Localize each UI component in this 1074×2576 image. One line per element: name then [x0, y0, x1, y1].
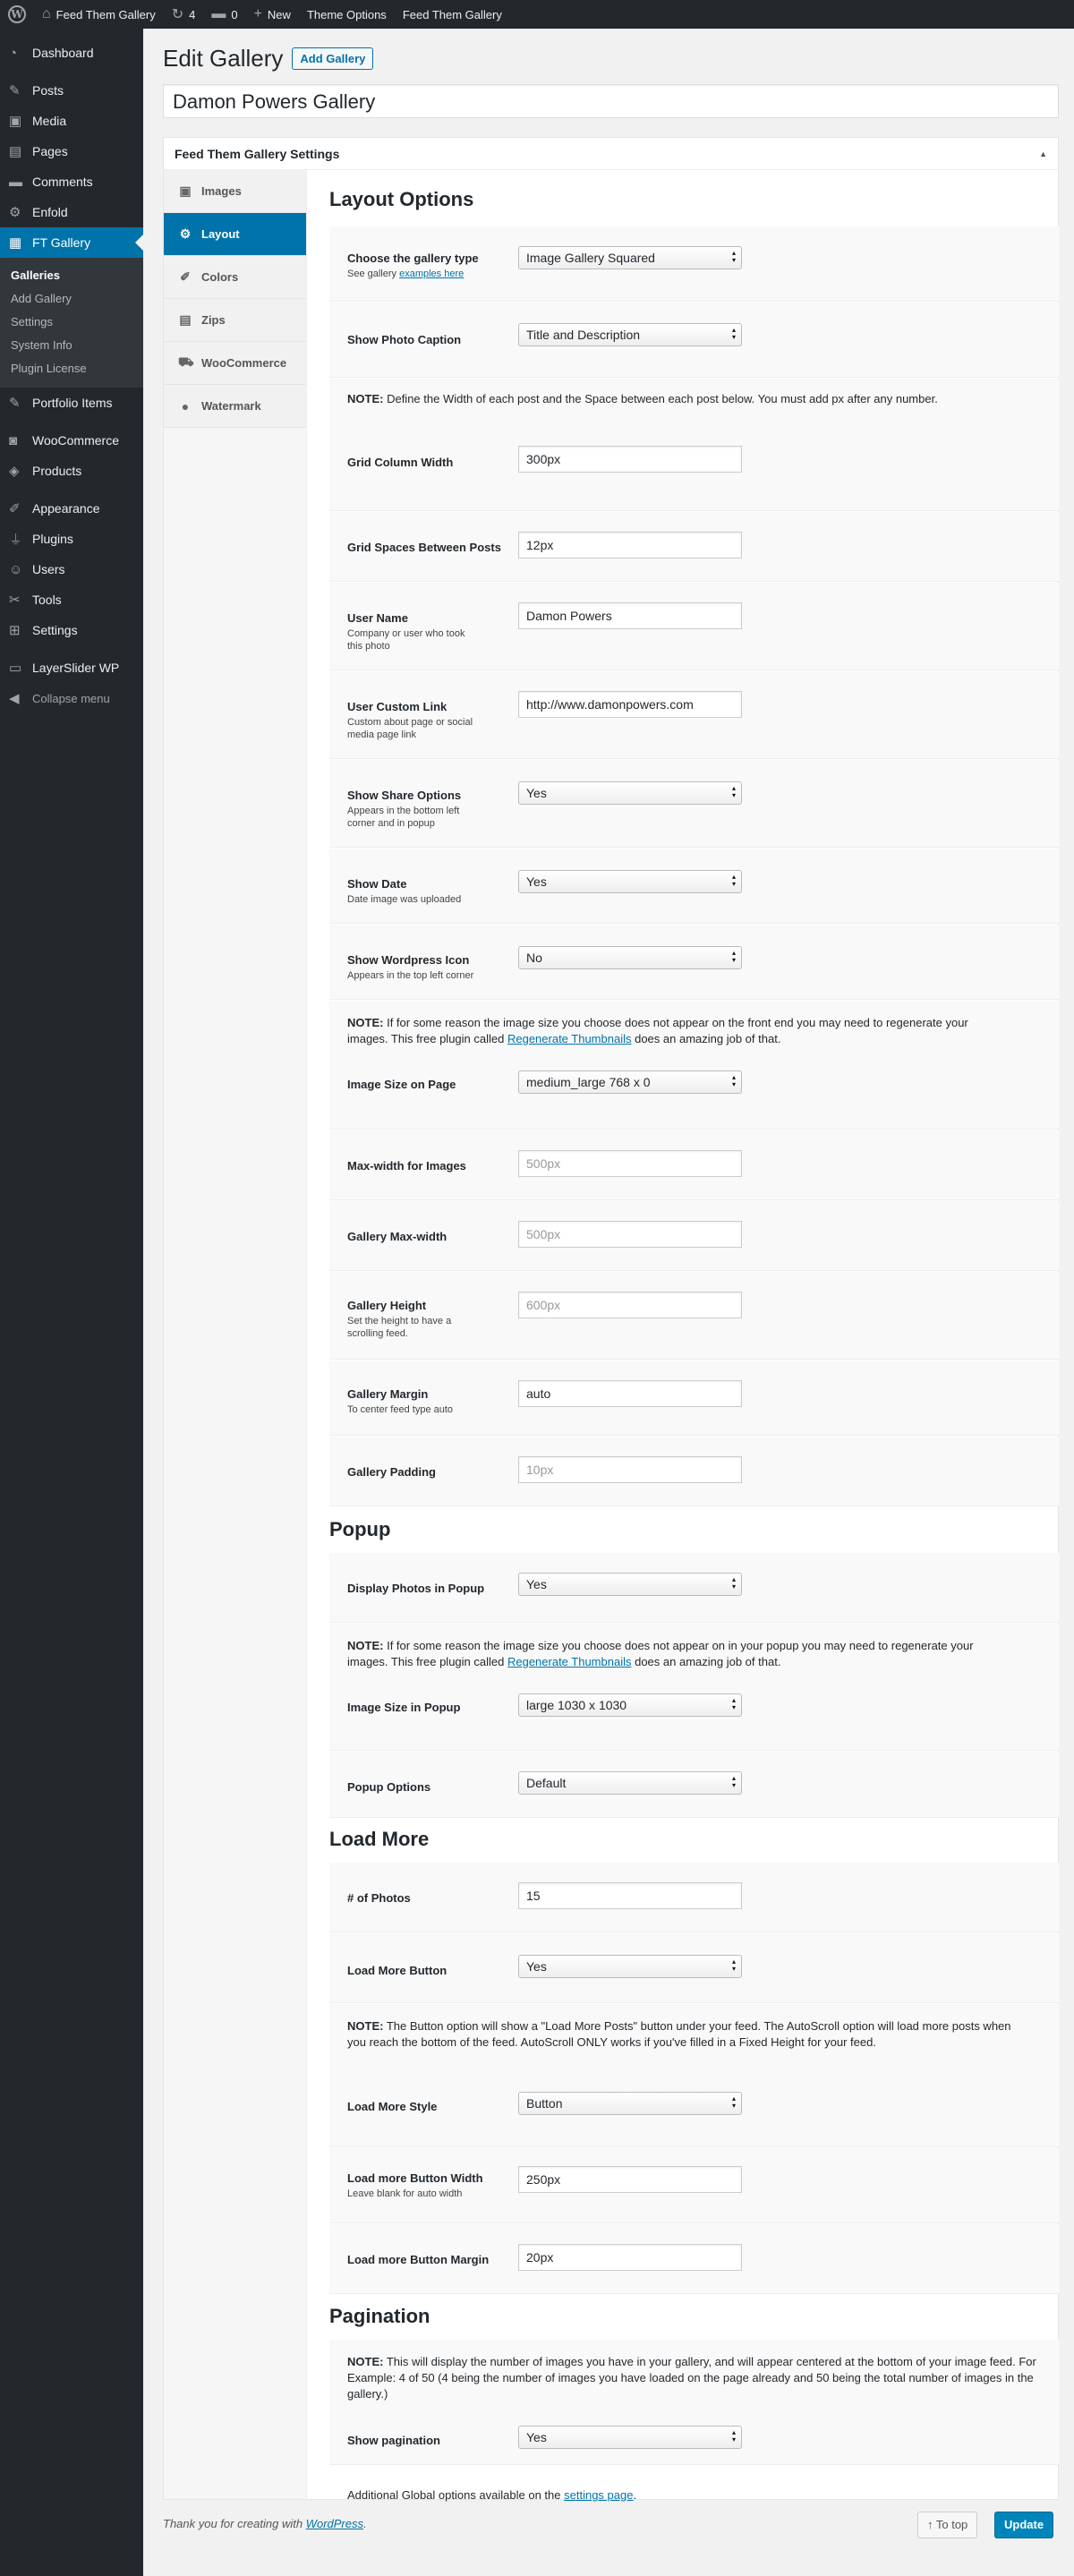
row-gallery-height	[329, 1272, 1060, 1360]
gallery-type-help: See gallery	[347, 269, 400, 279]
comment-bubble-icon: ▬	[211, 6, 226, 21]
pin-icon: ✎	[9, 396, 21, 411]
label-max-width-images: Max-width for Images	[347, 1159, 466, 1173]
load-more-width-help: Leave blank for auto width	[347, 2188, 463, 2199]
menu-woocommerce[interactable]: ◙ WooCommerce	[9, 432, 119, 448]
page-icon: ▤	[9, 144, 22, 159]
collapse-icon: ◀	[9, 691, 20, 706]
submenu-galleries[interactable]: Galleries	[11, 269, 60, 282]
menu-settings[interactable]: ⊞ Settings	[9, 623, 78, 638]
share-options-select[interactable]: Yes ▴ ▾	[518, 781, 742, 805]
ft-gallery-submenu	[0, 258, 143, 388]
image-icon: ▣	[179, 183, 192, 198]
menu-portfolio-items[interactable]: ✎ Portfolio Items	[9, 396, 113, 411]
label-gallery-height: Gallery Height	[347, 1299, 427, 1312]
box-icon: ◈	[9, 464, 20, 479]
label-gallery-max-width: Gallery Max-width	[347, 1230, 448, 1243]
pin-icon: ✎	[9, 83, 21, 98]
updates-link[interactable]: ↻ 4	[171, 7, 196, 22]
droplet-icon: ●	[181, 398, 190, 414]
admin-bar	[0, 0, 1074, 29]
tab-zips[interactable]: ▤ Zips	[164, 299, 306, 342]
settings-tabs	[164, 170, 307, 2499]
load-more-style-select[interactable]: Button ▴ ▾	[518, 2092, 742, 2115]
menu-posts[interactable]: ✎ Posts	[9, 83, 64, 98]
load-more-margin-input[interactable]: 20px	[518, 2244, 742, 2271]
row-show-date	[329, 849, 1060, 924]
label-popup-size: Image Size in Popup	[347, 1701, 461, 1714]
user-name-input[interactable]: Damon Powers	[518, 602, 742, 629]
menu-tools[interactable]: ✂ Tools	[9, 593, 62, 608]
woo-icon: ◙	[9, 432, 18, 448]
label-user-name: User Name	[347, 611, 408, 625]
examples-link[interactable]: examples here	[399, 269, 465, 279]
settings-icon: ⊞	[9, 623, 21, 638]
menu-products[interactable]: ◈ Products	[9, 464, 82, 479]
row-image-size	[329, 1001, 1060, 1130]
gallery-height-help: Set the height to have a scrolling feed.	[347, 1316, 452, 1339]
label-share-options: Show Share Options	[347, 789, 462, 802]
menu-layerslider[interactable]: ▭ LayerSlider WP	[9, 661, 120, 676]
menu-users[interactable]: ☺ Users	[9, 561, 65, 577]
row-load-more-button	[329, 1933, 1060, 2003]
comment-icon: ▬	[9, 174, 22, 190]
label-gallery-padding: Gallery Padding	[347, 1465, 436, 1479]
dashboard-icon: ◔	[9, 45, 18, 61]
menu-enfold[interactable]: ⚙ Enfold	[9, 205, 68, 220]
zip-file-icon: ▤	[179, 312, 192, 327]
row-gallery-padding	[329, 1437, 1060, 1506]
brush-icon: ✐	[180, 269, 191, 284]
layers-icon: ▭	[9, 661, 22, 676]
row-user-link	[329, 671, 1060, 759]
row-user-name	[329, 583, 1060, 670]
comments-link[interactable]: ▬ 0	[211, 6, 238, 21]
tab-colors[interactable]: ✐ Colors	[164, 256, 306, 299]
label-show-date: Show Date	[347, 877, 407, 891]
row-share-options	[329, 760, 1060, 848]
label-load-more-button: Load More Button	[347, 1964, 448, 1977]
num-photos-input[interactable]: 15	[518, 1882, 742, 1909]
gear-icon: ⚙	[9, 205, 21, 220]
label-gallery-type: Choose the gallery type	[347, 252, 479, 265]
row-load-more-style	[329, 2004, 1060, 2147]
user-link-input[interactable]: http://www.damonpowers.com	[518, 691, 742, 718]
submenu-add-gallery[interactable]: Add Gallery	[11, 292, 72, 305]
tab-woocommerce[interactable]: ⛟ WooCommerce	[164, 342, 306, 385]
theme-options-link[interactable]: Theme Options	[306, 7, 387, 21]
section-layout-options: Layout Options	[329, 188, 474, 210]
gallery-height-input[interactable]: 600px	[518, 1292, 742, 1318]
label-popup-options: Popup Options	[347, 1780, 431, 1794]
row-width-note	[329, 379, 1060, 511]
metabox-header[interactable]	[164, 138, 1058, 170]
collapse-menu-button[interactable]: ◀ Collapse menu	[9, 691, 110, 706]
photo-caption-select[interactable]: Title and Description ▴ ▾	[518, 323, 742, 346]
menu-media[interactable]: ▣ Media	[9, 114, 67, 129]
new-content-link[interactable]: + New	[253, 6, 291, 21]
cart-icon: ⛟	[178, 354, 194, 369]
popup-regenerate-thumbnails-link[interactable]: Regenerate Thumbnails	[507, 1655, 632, 1668]
label-grid-spaces: Grid Spaces Between Posts	[347, 541, 501, 554]
load-more-note: NOTE: The Button option will show a "Load More Posts" button under your feed. The AutoScroll option will load more posts when you reach the bottom of the feed. AutoScroll ONLY works if you've filled in a Fixed Height for your feed.	[347, 2019, 1011, 2049]
tab-layout[interactable]: ⚙ Layout	[164, 213, 306, 256]
grid-spaces-input[interactable]: 12px	[518, 532, 742, 559]
row-load-more-margin	[329, 2224, 1060, 2294]
popup-size-select[interactable]: large 1030 x 1030 ▴ ▾	[518, 1693, 742, 1717]
label-load-more-margin: Load more Button Margin	[347, 2253, 490, 2266]
section-pagination: Pagination	[329, 2305, 430, 2327]
row-grid-spaces	[329, 512, 1060, 582]
label-popup-display: Display Photos in Popup	[347, 1582, 485, 1595]
brush-icon: ✐	[9, 501, 21, 516]
plus-icon: +	[253, 6, 262, 21]
row-photo-caption	[329, 303, 1060, 378]
row-gallery-max-width	[329, 1201, 1060, 1271]
menu-pages[interactable]: ▤ Pages	[9, 144, 68, 159]
metabox-title: Feed Them Gallery Settings	[175, 146, 340, 161]
media-icon: ▣	[9, 114, 22, 129]
plug-icon: ⏚	[9, 532, 23, 548]
row-max-width-images	[329, 1130, 1060, 1200]
menu-ft-gallery[interactable]: ▦ FT Gallery	[0, 227, 143, 258]
menu-comments[interactable]: ▬ Comments	[9, 174, 93, 190]
label-gallery-margin: Gallery Margin	[347, 1387, 429, 1401]
menu-plugins[interactable]: ⏚ Plugins	[0, 524, 143, 554]
row-wordpress-icon	[329, 925, 1060, 1000]
load-more-button-select[interactable]: Yes ▴ ▾	[518, 1955, 742, 1978]
popup-options-select[interactable]: Default ▴ ▾	[518, 1771, 742, 1795]
pagination-note: NOTE: This will display the number of images you have in your gallery, and will appear centered at the bottom of your image feed. For Example: 4 of 50 (4 being the number of images you have loaded on the page already and 50 being the total number of images in the gallery.)	[347, 2355, 1036, 2401]
wp-logo-menu[interactable]	[0, 0, 34, 29]
load-more-width-input[interactable]: 250px	[518, 2166, 742, 2193]
width-note: NOTE: Define the Width of each post and the Space between each post below. You must add px after any number.	[347, 392, 938, 405]
label-load-more-width: Load more Button Width	[347, 2171, 483, 2185]
gallery-padding-input[interactable]: 10px	[518, 1456, 742, 1483]
user-name-help: Company or user who took this photo	[347, 628, 465, 652]
regenerate-note: NOTE: If for some reason the image size you choose does not appear on the front end you may need to regenerate your images. This free plugin called Regenerate Thumbnails does an amazing job of that.	[347, 1016, 968, 1045]
wordpress-icon-help: Appears in the top left corner	[347, 970, 474, 981]
show-date-select[interactable]: Yes ▴ ▾	[518, 870, 742, 893]
site-name-link[interactable]: ⌂ Feed Them Gallery	[42, 6, 156, 21]
popup-display-select[interactable]: Yes ▴ ▾	[518, 1573, 742, 1596]
share-options-help: Appears in the bottom left corner and in popup	[347, 806, 460, 829]
to-top-button[interactable]: ↑ To top	[917, 2512, 977, 2538]
tab-watermark[interactable]: ● Watermark	[164, 385, 306, 428]
row-gallery-type	[329, 226, 1060, 302]
regenerate-thumbnails-link[interactable]: Regenerate Thumbnails	[507, 1032, 632, 1045]
menu-dashboard[interactable]: ◔ Dashboard	[9, 45, 94, 61]
user-icon: ☺	[9, 561, 23, 577]
collapse-toggle-icon[interactable]: ▲	[1039, 149, 1047, 158]
grid-column-width-input[interactable]: 300px	[518, 446, 742, 473]
label-user-link: User Custom Link	[347, 700, 448, 713]
gear-icon: ⚙	[179, 226, 192, 241]
submenu-settings[interactable]: Settings	[11, 315, 53, 328]
row-popup-display	[329, 1553, 1060, 1623]
menu-appearance[interactable]: ✐ Appearance	[9, 501, 100, 516]
home-icon: ⌂	[42, 6, 51, 21]
label-wordpress-icon: Show Wordpress Icon	[347, 953, 470, 967]
row-popup-size	[329, 1624, 1060, 1751]
wordpress-logo-icon: W	[8, 5, 26, 23]
label-show-pagination: Show pagination	[347, 2434, 440, 2447]
wordpress-link[interactable]: WordPress	[305, 2517, 363, 2530]
section-load-more: Load More	[329, 1828, 430, 1850]
label-num-photos: # of Photos	[347, 1891, 411, 1905]
section-popup: Popup	[329, 1518, 391, 1540]
max-width-images-input[interactable]: 500px	[518, 1150, 742, 1177]
show-date-help: Date image was uploaded	[347, 894, 462, 905]
show-pagination-select[interactable]: Yes ▴ ▾	[518, 2426, 742, 2449]
footer-thanks: Thank you for creating with WordPress.	[163, 2517, 367, 2530]
global-options-text: Additional Global options available on the settings page.	[347, 2488, 637, 2502]
label-load-more-style: Load More Style	[347, 2100, 438, 2113]
gallery-title-input[interactable]: Damon Powers Gallery	[163, 84, 1059, 118]
row-num-photos	[329, 1863, 1060, 1932]
submenu-plugin-license[interactable]: Plugin License	[11, 362, 87, 375]
row-gallery-margin	[329, 1361, 1060, 1436]
plugin-link[interactable]: Feed Them Gallery	[402, 7, 502, 21]
wordpress-icon-select[interactable]: No ▴ ▾	[518, 946, 742, 969]
row-pagination	[329, 2340, 1060, 2465]
gallery-margin-help: To center feed type auto	[347, 1404, 454, 1415]
settings-page-link[interactable]: settings page	[564, 2488, 634, 2502]
add-gallery-button[interactable]: Add Gallery	[292, 47, 373, 70]
gallery-type-select[interactable]: Image Gallery Squared ▴ ▾	[518, 246, 742, 269]
popup-regenerate-note: NOTE: If for some reason the image size you choose does not appear on in your popup you may need to regenerate your images. This free plugin called Regenerate Thumbnails does an amazing job of that.	[347, 1639, 974, 1668]
wrench-icon: ✂	[9, 593, 21, 608]
image-size-select[interactable]: medium_large 768 x 0 ▴ ▾	[518, 1070, 742, 1094]
label-image-size: Image Size on Page	[347, 1078, 456, 1091]
user-link-help: Custom about page or social media page link	[347, 717, 473, 740]
label-photo-caption: Show Photo Caption	[347, 333, 462, 346]
row-popup-options	[329, 1752, 1060, 1818]
gallery-margin-input[interactable]: auto	[518, 1380, 742, 1407]
submenu-system-info[interactable]: System Info	[11, 338, 72, 352]
update-button[interactable]: Update	[994, 2512, 1053, 2538]
grid-icon: ▦	[9, 235, 22, 251]
updates-icon: ↻	[171, 7, 184, 22]
row-load-more-width	[329, 2148, 1060, 2223]
label-grid-column-width: Grid Column Width	[347, 456, 454, 469]
gallery-max-width-input[interactable]: 500px	[518, 1221, 742, 1248]
admin-sidebar	[0, 29, 143, 2576]
page-title: Edit Gallery	[163, 45, 284, 72]
tab-images[interactable]: ▣ Images	[164, 170, 306, 213]
